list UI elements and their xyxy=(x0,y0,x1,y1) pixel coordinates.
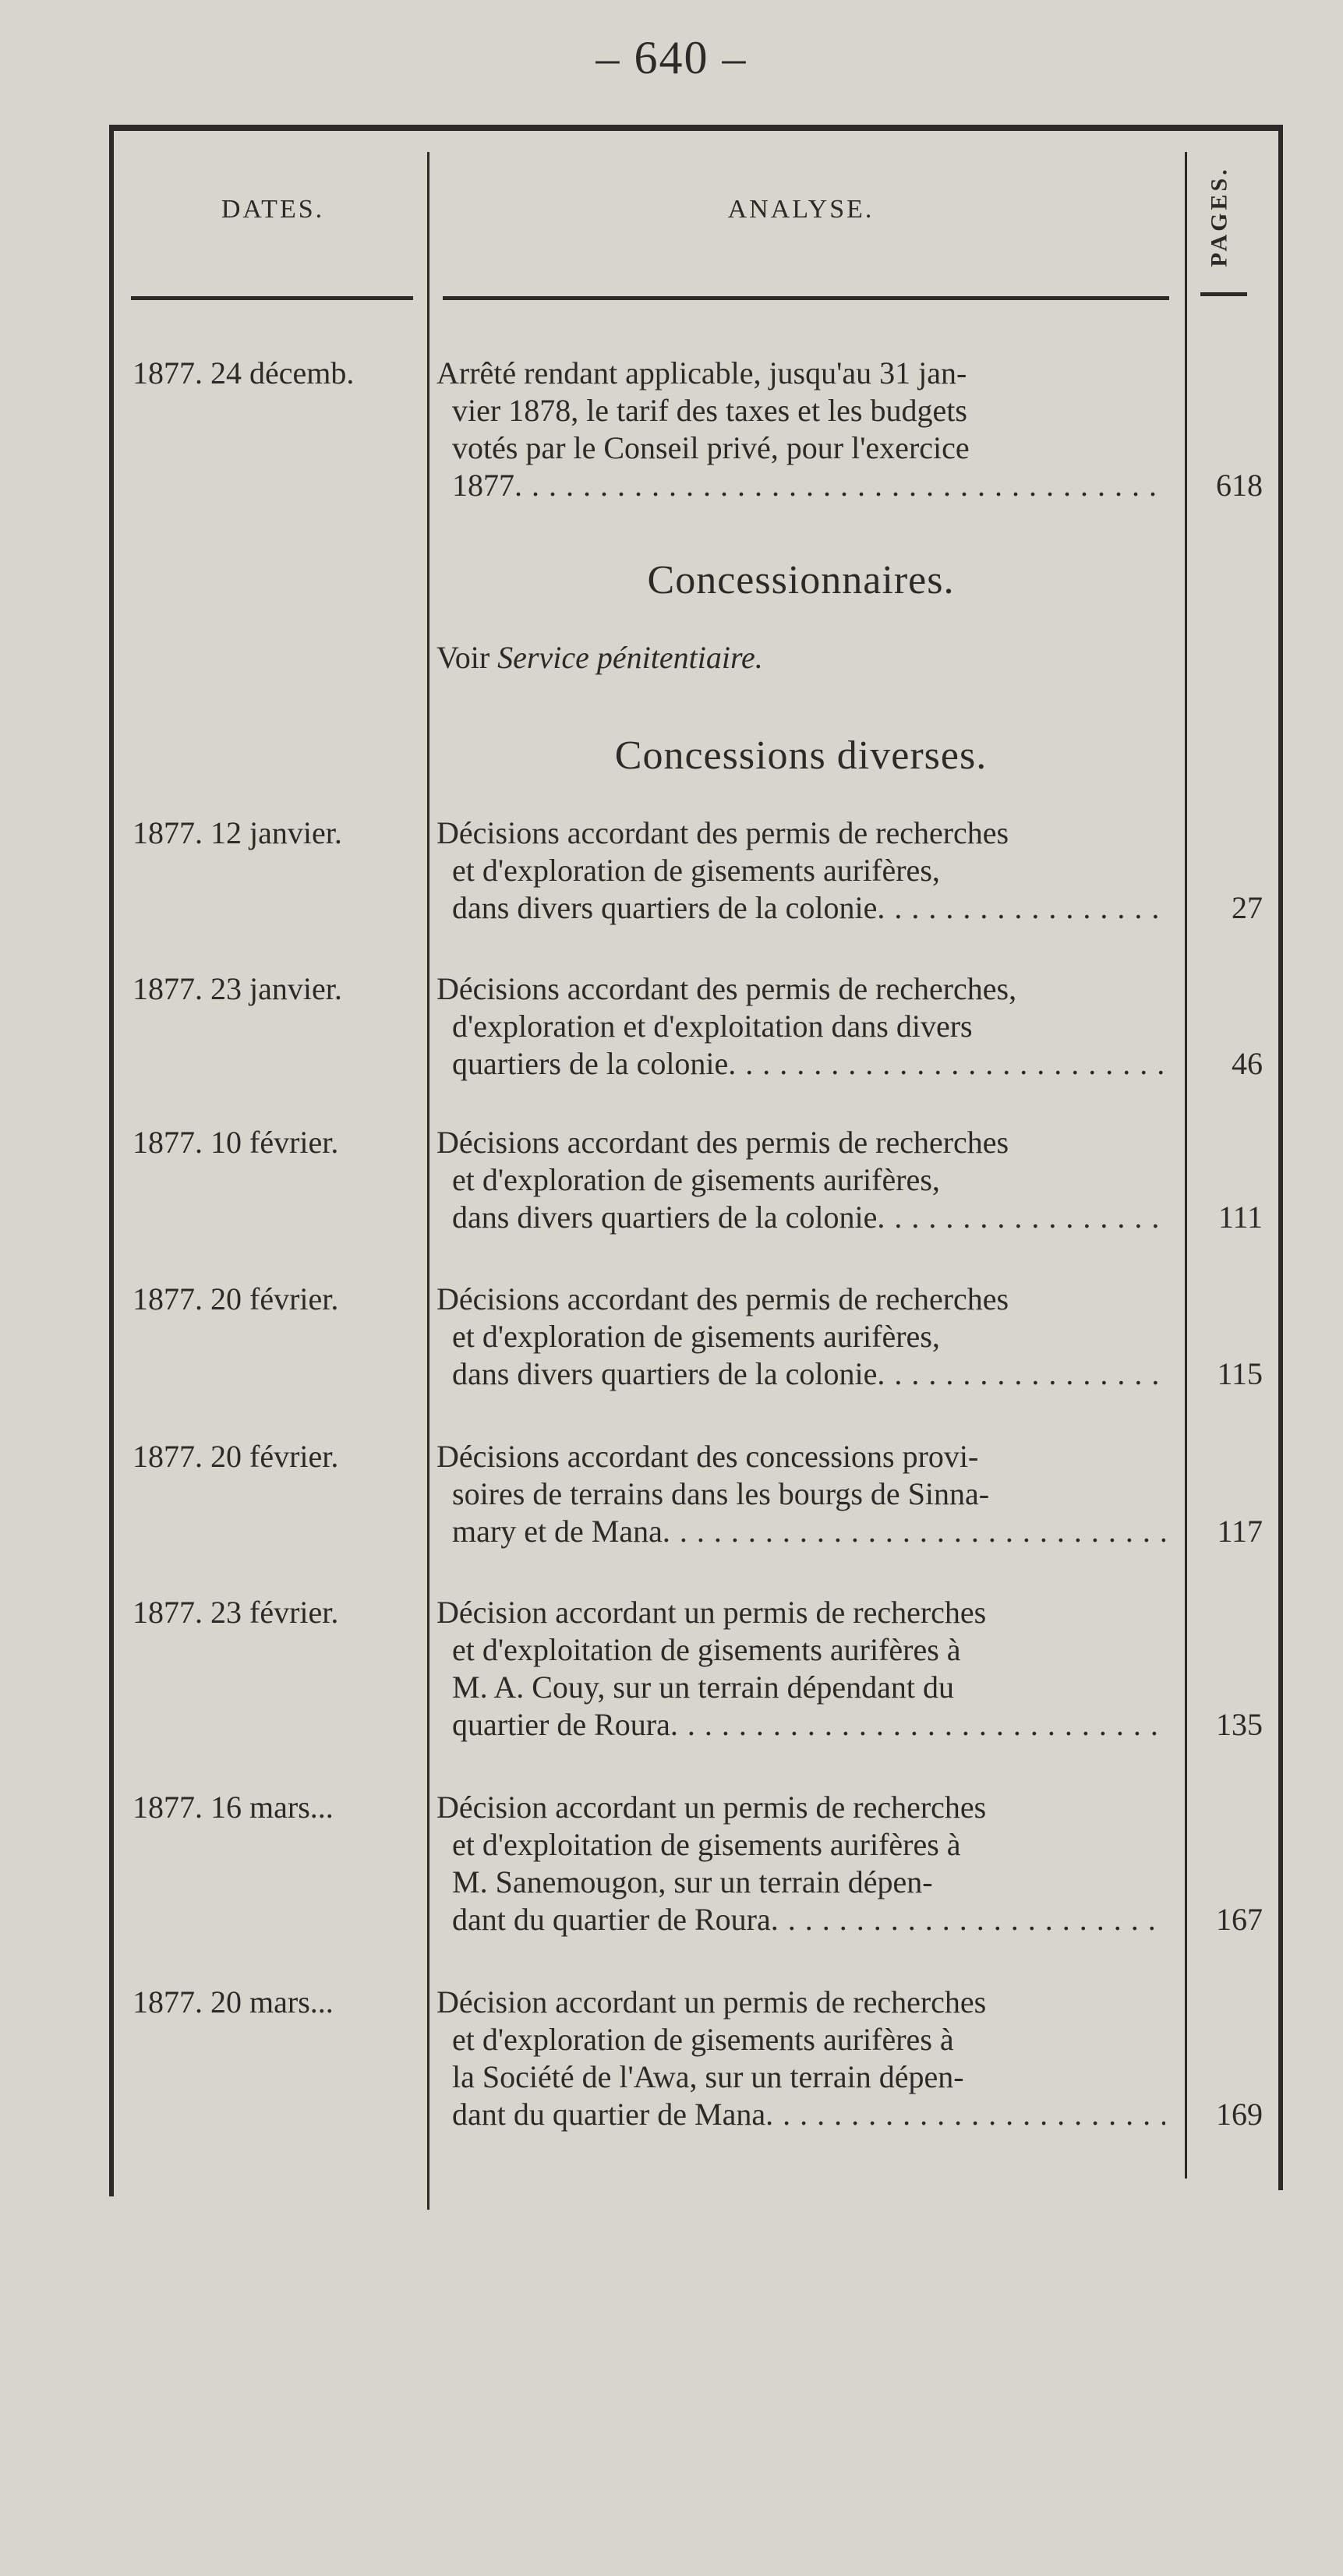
entry-page: 618 xyxy=(1216,468,1263,503)
entry-line-last: dans divers quartiers de la colonie xyxy=(452,1356,878,1391)
entry-line: d'exploration et d'exploitation dans divers xyxy=(452,1009,973,1044)
entry-line: Décision accordant un permis de recherches xyxy=(436,1595,987,1630)
entry-line-last: quartiers de la colonie xyxy=(452,1046,729,1081)
entry-line-last: dant du quartier de Mana xyxy=(452,2097,766,2132)
entry-text xyxy=(436,1789,1165,1938)
table-frame-right xyxy=(1271,125,1283,2190)
entry-page: 46 xyxy=(1232,1046,1263,1081)
header-rule-pages xyxy=(1200,292,1247,296)
section-title-concessionnaires: Concessionnaires. xyxy=(647,558,955,602)
voir-prefix: Voir xyxy=(436,640,490,675)
entry-date: 1877. 20 février. xyxy=(133,1281,339,1316)
entry-line-last: quartier de Roura xyxy=(452,1707,670,1742)
entry-line: votés par le Conseil privé, pour l'exercice xyxy=(452,430,970,465)
column-separator-pages xyxy=(1185,152,1187,2178)
dot-leader xyxy=(765,2096,1165,2133)
entry-line: soires de terrains dans les bourgs de Sinna- xyxy=(452,1476,990,1511)
entry-line: Arrêté rendant applicable, jusqu'au 31 jan- xyxy=(436,355,967,390)
header-pages xyxy=(1196,147,1243,287)
entry-line-last: mary et de Mana xyxy=(452,1514,663,1549)
column-separator-dates xyxy=(427,152,429,2210)
header-analyse: ANALYSE. xyxy=(727,195,875,224)
entry-line: Décision accordant un permis de recherches xyxy=(436,1984,987,2019)
dot-leader xyxy=(514,467,1165,504)
dot-leader xyxy=(670,1706,1165,1744)
dot-leader xyxy=(728,1045,1165,1083)
header-rule-analyse xyxy=(443,296,1169,300)
entry-line: vier 1878, le tarif des taxes et les budgets xyxy=(452,393,967,428)
entry-text xyxy=(436,1594,1165,1744)
entry-line: Décisions accordant des permis de recherches xyxy=(436,815,1009,850)
entry-line: la Société de l'Awa, sur un terrain dépen- xyxy=(452,2059,964,2094)
entry-text xyxy=(436,1438,1165,1550)
entry-line-last: 1877 xyxy=(452,468,514,503)
entry-line: M. Sanemougon, sur un terrain dépen- xyxy=(452,1864,933,1899)
entry-line: et d'exploration de gisements aurifères, xyxy=(452,1162,940,1197)
voir-ref: Service pénitentiaire. xyxy=(497,640,763,675)
entry-text xyxy=(436,355,1165,504)
entry-line-last: dans divers quartiers de la colonie xyxy=(452,890,878,925)
entry-line: Décisions accordant des concessions provi- xyxy=(436,1439,979,1474)
entry-line: Décisions accordant des permis de recherches xyxy=(436,1125,1009,1160)
entry-text xyxy=(436,1281,1165,1393)
entry-date: 1877. 24 décemb. xyxy=(133,355,355,390)
dot-leader xyxy=(877,1199,1165,1236)
entry-page: 27 xyxy=(1232,890,1263,925)
entry-line: Décision accordant un permis de recherches xyxy=(436,1790,987,1825)
entry-date: 1877. 23 janvier. xyxy=(133,971,342,1006)
dot-leader xyxy=(771,1901,1165,1938)
entry-page: 117 xyxy=(1217,1514,1263,1549)
page-number: – 640 – xyxy=(596,32,747,83)
entry-line: et d'exploration de gisements aurifères, xyxy=(452,853,940,888)
entry-page: 135 xyxy=(1216,1707,1263,1742)
voir-reference xyxy=(436,639,763,676)
entry-date: 1877. 16 mars... xyxy=(133,1790,334,1825)
entry-page: 167 xyxy=(1216,1902,1263,1937)
entry-date: 1877. 20 mars... xyxy=(133,1984,334,2019)
entry-line: Décisions accordant des permis de recherches xyxy=(436,1281,1009,1316)
entry-line: et d'exploration de gisements aurifères à xyxy=(452,2022,954,2057)
entry-text xyxy=(436,1124,1165,1236)
dot-leader xyxy=(877,889,1165,927)
entry-line: Décisions accordant des permis de recherches, xyxy=(436,971,1017,1006)
entry-page: 115 xyxy=(1217,1356,1263,1391)
entry-date: 1877. 12 janvier. xyxy=(133,815,342,850)
entry-line: et d'exploitation de gisements aurifères à xyxy=(452,1827,961,1862)
header-pages-label: PAGES. xyxy=(1207,166,1233,267)
entry-line: et d'exploration de gisements aurifères, xyxy=(452,1319,940,1354)
entry-line-last: dans divers quartiers de la colonie xyxy=(452,1200,878,1235)
header-rule-dates xyxy=(131,296,413,300)
entry-line: et d'exploitation de gisements aurifères à xyxy=(452,1632,961,1667)
entry-text xyxy=(436,1984,1165,2133)
header-dates: DATES. xyxy=(221,195,325,224)
entry-text xyxy=(436,814,1165,927)
entry-page: 111 xyxy=(1218,1200,1263,1235)
entry-text xyxy=(436,970,1165,1083)
dot-leader xyxy=(663,1513,1165,1550)
dot-leader xyxy=(877,1355,1165,1393)
entry-page: 169 xyxy=(1216,2097,1263,2132)
entry-date: 1877. 23 février. xyxy=(133,1595,339,1630)
section-title-concessions-diverses: Concessions diverses. xyxy=(614,733,988,778)
entry-line-last: dant du quartier de Roura xyxy=(452,1902,771,1937)
entry-date: 1877. 10 février. xyxy=(133,1125,339,1160)
entry-date: 1877. 20 février. xyxy=(133,1439,339,1474)
entry-line: M. A. Couy, sur un terrain dépendant du xyxy=(452,1670,954,1705)
